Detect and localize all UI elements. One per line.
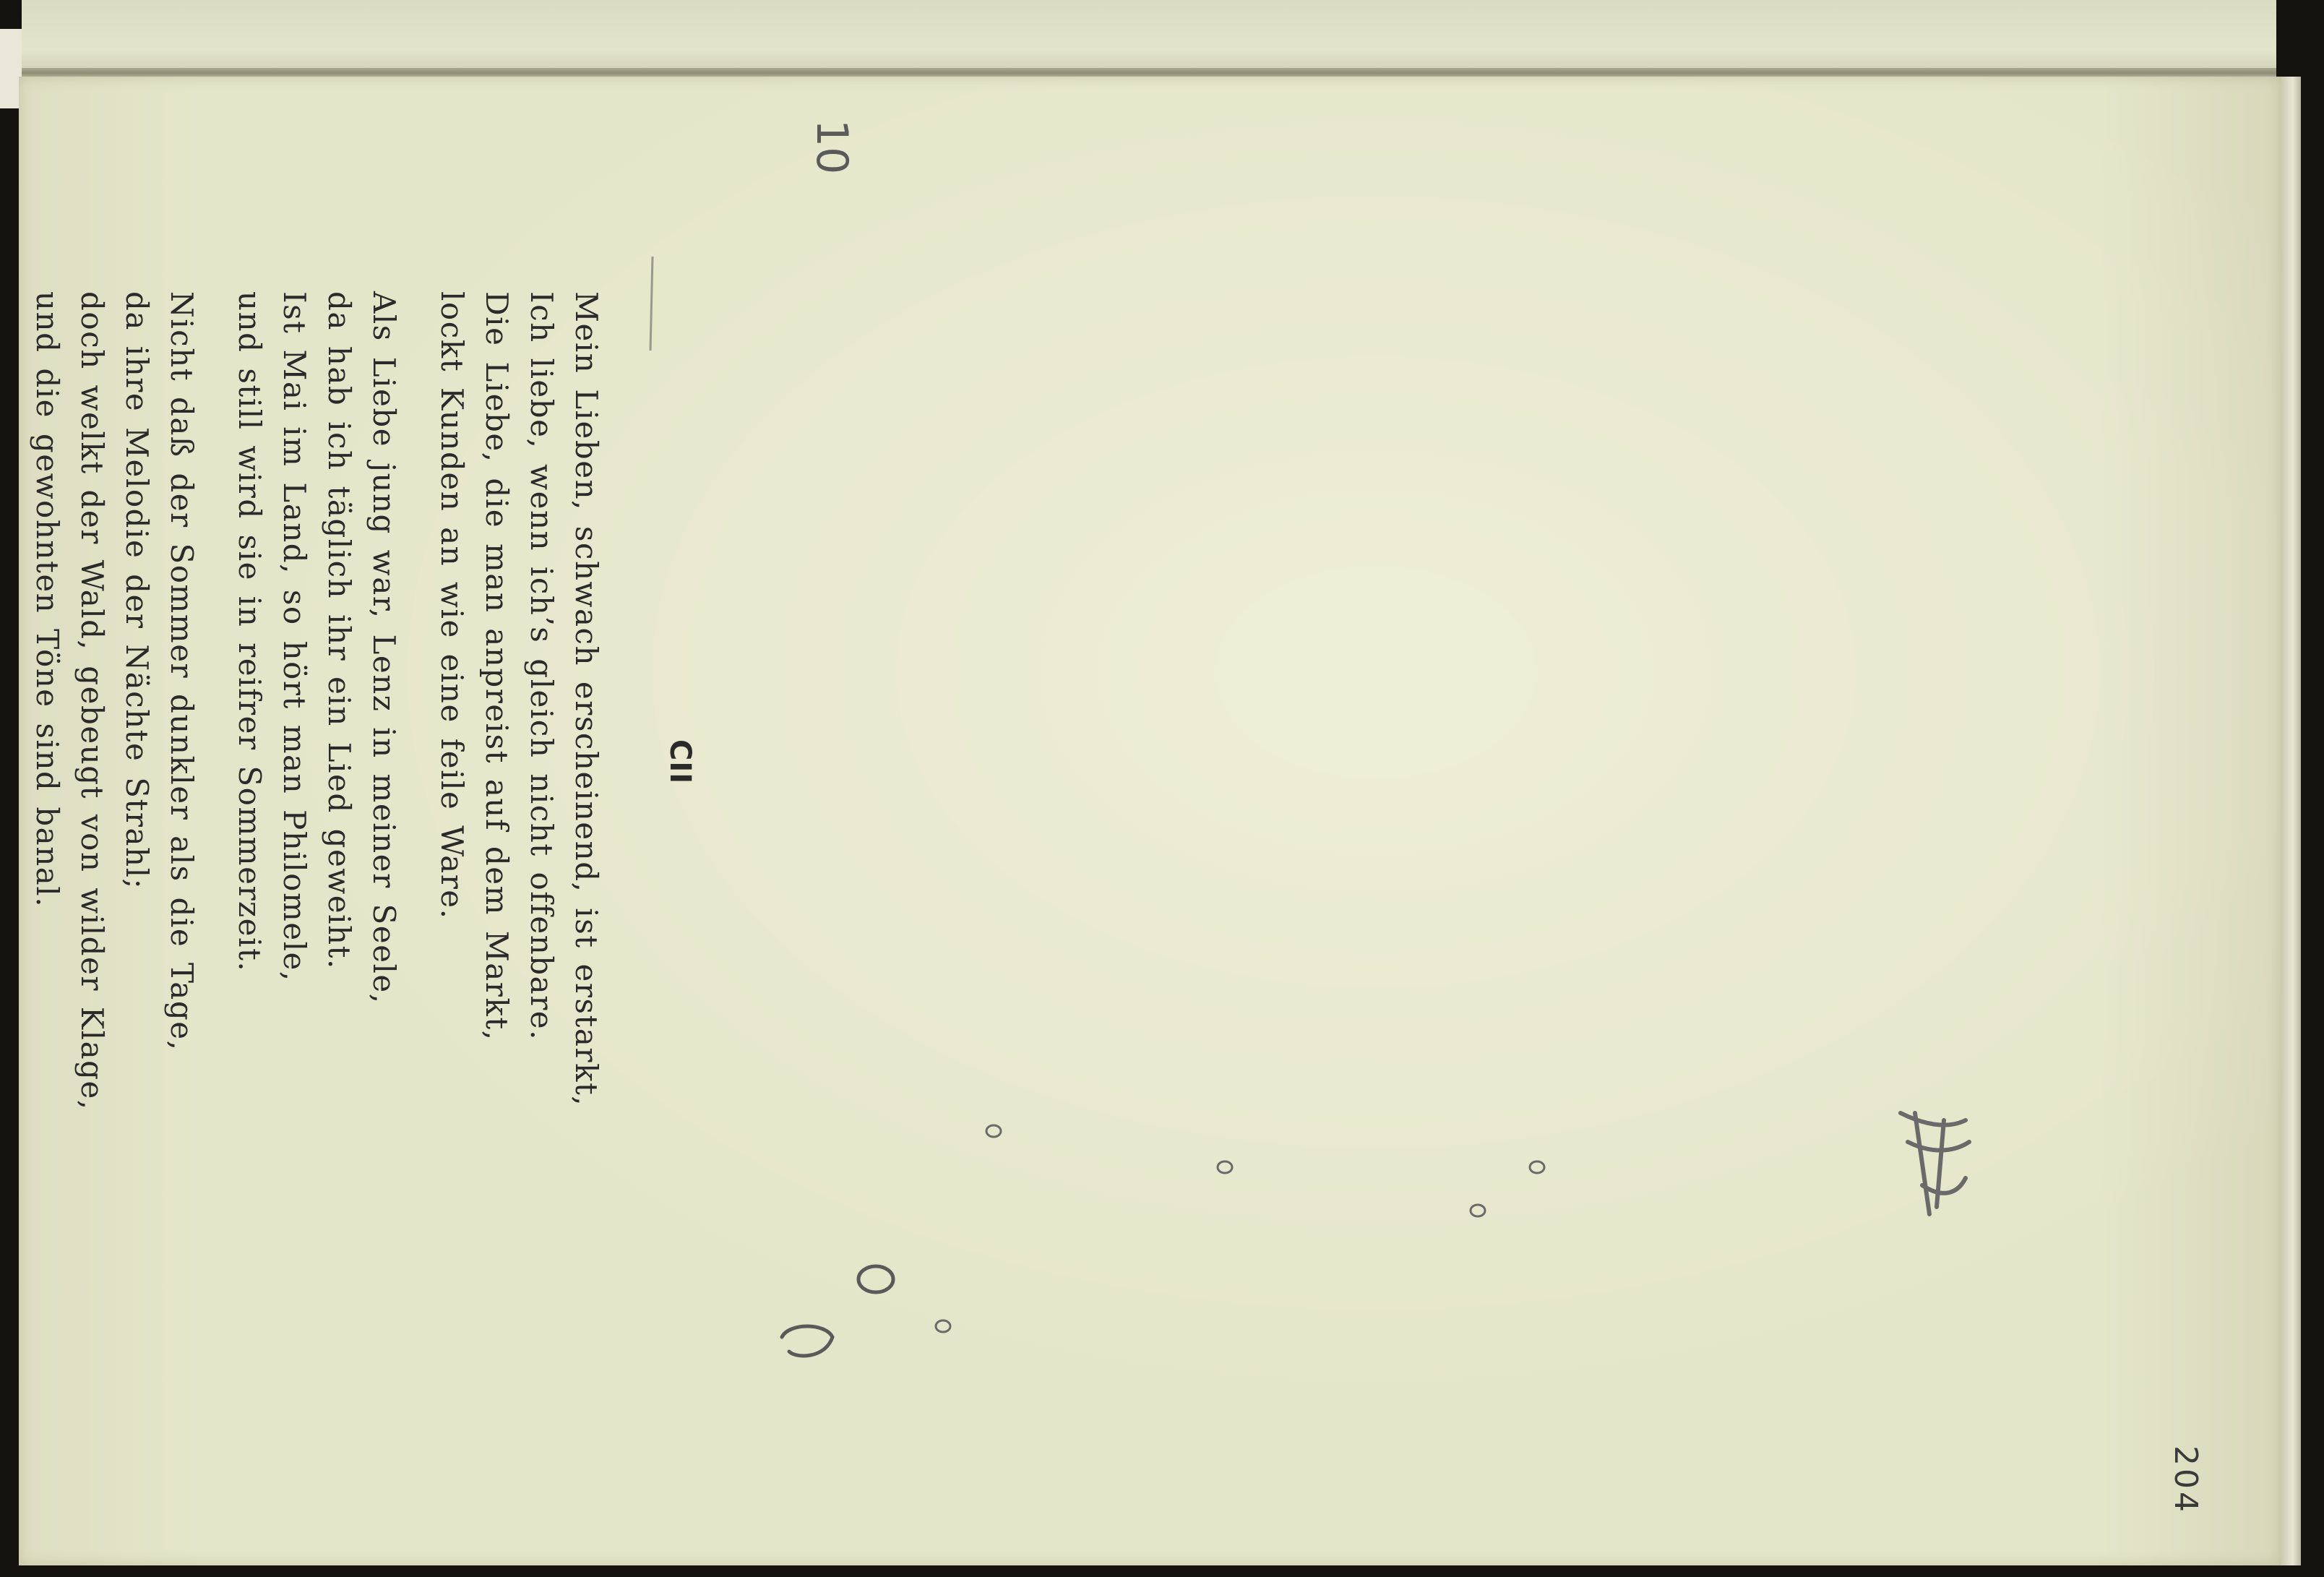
page-number: 204 — [2167, 1445, 2204, 1515]
poem-line — [0, 291, 1, 1375]
poem-line: Mein Lieben, schwach erscheinend, ist erstarkt, — [569, 291, 604, 1107]
poem-line: und die gewohnten Töne sind banal. — [30, 291, 65, 908]
poem-line: da ihre Melodie der Nächte Strahl; — [119, 291, 155, 890]
pencil-dot-mark — [1526, 1156, 1548, 1178]
pencil-hook-icon — [775, 1315, 840, 1373]
stanza — [25, 291, 204, 1375]
pencil-dot-mark — [1214, 1156, 1236, 1178]
poem — [0, 291, 710, 1577]
poem-line: lockt Kunden an wie eine feile Ware. — [434, 291, 470, 920]
poem-line: Ich liebe, wenn ich’s gleich nicht offenbare. — [524, 291, 559, 1041]
pencil-dot-mark — [983, 1120, 1004, 1142]
poem-line: doch welkt der Wald, gebeugt von wilder Klage, — [74, 291, 110, 1111]
pencil-scribble-icon — [1886, 1099, 1980, 1229]
pencil-dot-mark — [932, 1315, 954, 1337]
stanza — [227, 291, 406, 1375]
facing-page — [22, 0, 2276, 72]
poem-line: und still wird sie in reifrer Sommerzeit. — [232, 291, 267, 973]
poem-line: Nicht daß der Sommer dunkler als die Tage, — [164, 291, 199, 1052]
poem-line: Als Liebe jung war, Lenz in meiner Seele, — [366, 291, 402, 1005]
stanza — [0, 291, 1, 1375]
pencil-dot-mark — [1467, 1200, 1489, 1221]
poem-line: Die Liebe, die man anpreist auf dem Markt, — [479, 291, 515, 1041]
poem-title: CII — [663, 739, 697, 785]
pencil-margin-note: 10 — [806, 119, 857, 175]
page-edge — [2281, 77, 2301, 1565]
stanza — [429, 291, 608, 1375]
poem-line: Ist Mai im Land, so hört man Philomele, — [277, 291, 312, 982]
pencil-stroke-mark — [642, 253, 663, 354]
pencil-circle-icon — [854, 1261, 898, 1297]
poem-line: da hab ich täglich ihr ein Lied geweiht. — [322, 291, 357, 970]
